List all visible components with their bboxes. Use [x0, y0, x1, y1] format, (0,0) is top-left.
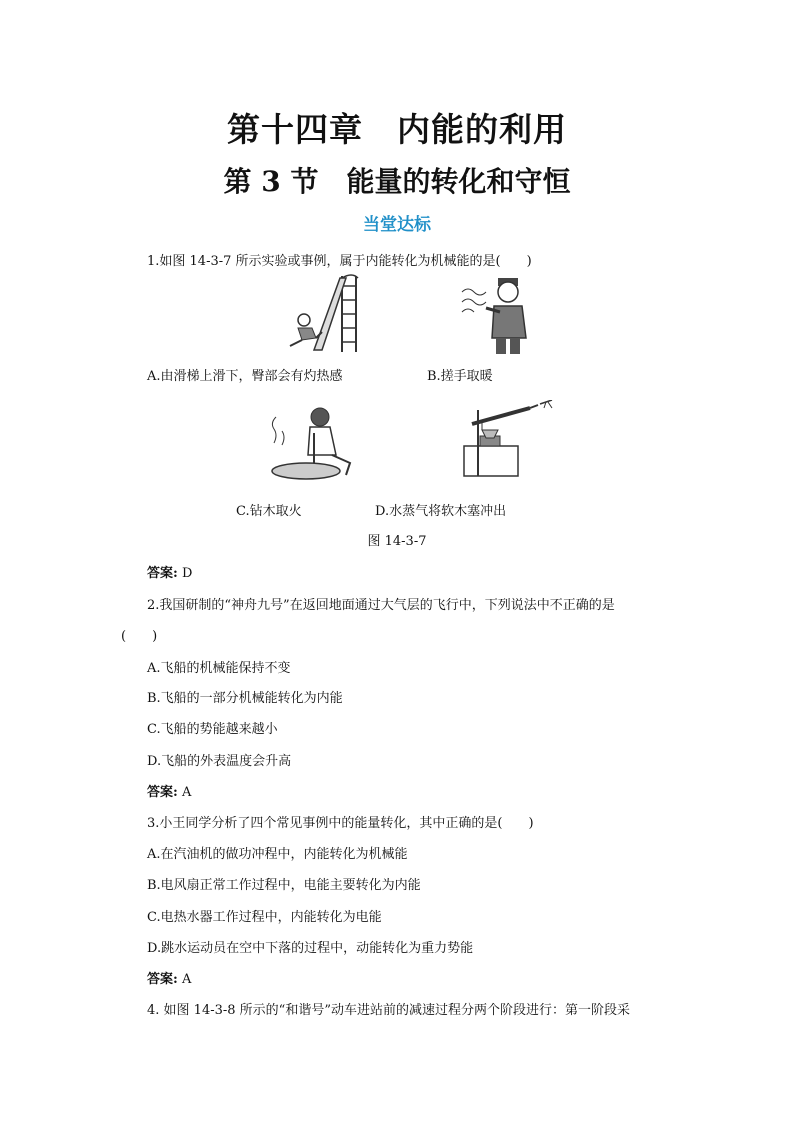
- answer-label: 答案:: [147, 566, 178, 581]
- question-2-option-a: A.飞船的机械能保持不变: [147, 661, 291, 676]
- question-2-option-b: B.飞船的一部分机械能转化为内能: [147, 691, 343, 706]
- answer-3: [147, 968, 191, 987]
- drilling-fire-illustration: [266, 403, 358, 485]
- answer-value: D: [181, 566, 193, 581]
- answer-label: 答案:: [147, 972, 178, 987]
- question-2-option-c: C.飞船的势能越来越小: [147, 722, 278, 737]
- option-a-caption: A.由滑梯上滑下，臀部会有灼热感: [147, 369, 343, 384]
- question-3-option-c: C.电热水器工作过程中，内能转化为电能: [147, 910, 382, 925]
- answer-value: A: [181, 972, 192, 987]
- question-3-stem: 3.小王同学分析了四个常见事例中的能量转化，其中正确的是( ): [147, 816, 534, 831]
- slide-illustration: [282, 272, 382, 356]
- rubbing-hands-illustration: [456, 272, 536, 356]
- figure-caption: 图 14-3-7: [367, 534, 427, 549]
- option-c-caption: C.钻木取火: [236, 504, 302, 519]
- section-title: 第 3 节 能量的转化和守恒: [223, 165, 571, 198]
- subheading: 当堂达标: [363, 215, 431, 235]
- answer-value: A: [181, 785, 192, 800]
- answer-label: 答案:: [147, 785, 178, 800]
- question-2-stem-cont: ( ): [121, 629, 158, 644]
- option-d-caption: D.水蒸气将软木塞冲出: [375, 504, 507, 519]
- question-2-stem: 2.我国研制的“神舟九号”在返回地面通过大气层的飞行中，下列说法中不正确的是: [147, 598, 615, 613]
- answer-1: [147, 562, 192, 581]
- question-3-option-a: A.在汽油机的做功冲程中，内能转化为机械能: [147, 847, 408, 862]
- answer-2: [147, 781, 191, 800]
- question-3-option-b: B.电风扇正常工作过程中，电能主要转化为内能: [147, 878, 421, 893]
- question-4-stem: 4. 如图 14-3-8 所示的“和谐号”动车进站前的减速过程分两个阶段进行：第一阶段采: [147, 1003, 630, 1018]
- question-3-option-d: D.跳水运动员在空中下落的过程中，动能转化为重力势能: [147, 941, 474, 956]
- chapter-title: 第十四章 内能的利用: [227, 110, 567, 149]
- steam-cork-illustration: [458, 400, 558, 482]
- question-1-stem: 1.如图 14-3-7 所示实验或事例，属于内能转化为机械能的是( ): [147, 254, 532, 269]
- option-b-caption: B.搓手取暖: [427, 369, 493, 384]
- question-2-option-d: D.飞船的外表温度会升高: [147, 754, 292, 769]
